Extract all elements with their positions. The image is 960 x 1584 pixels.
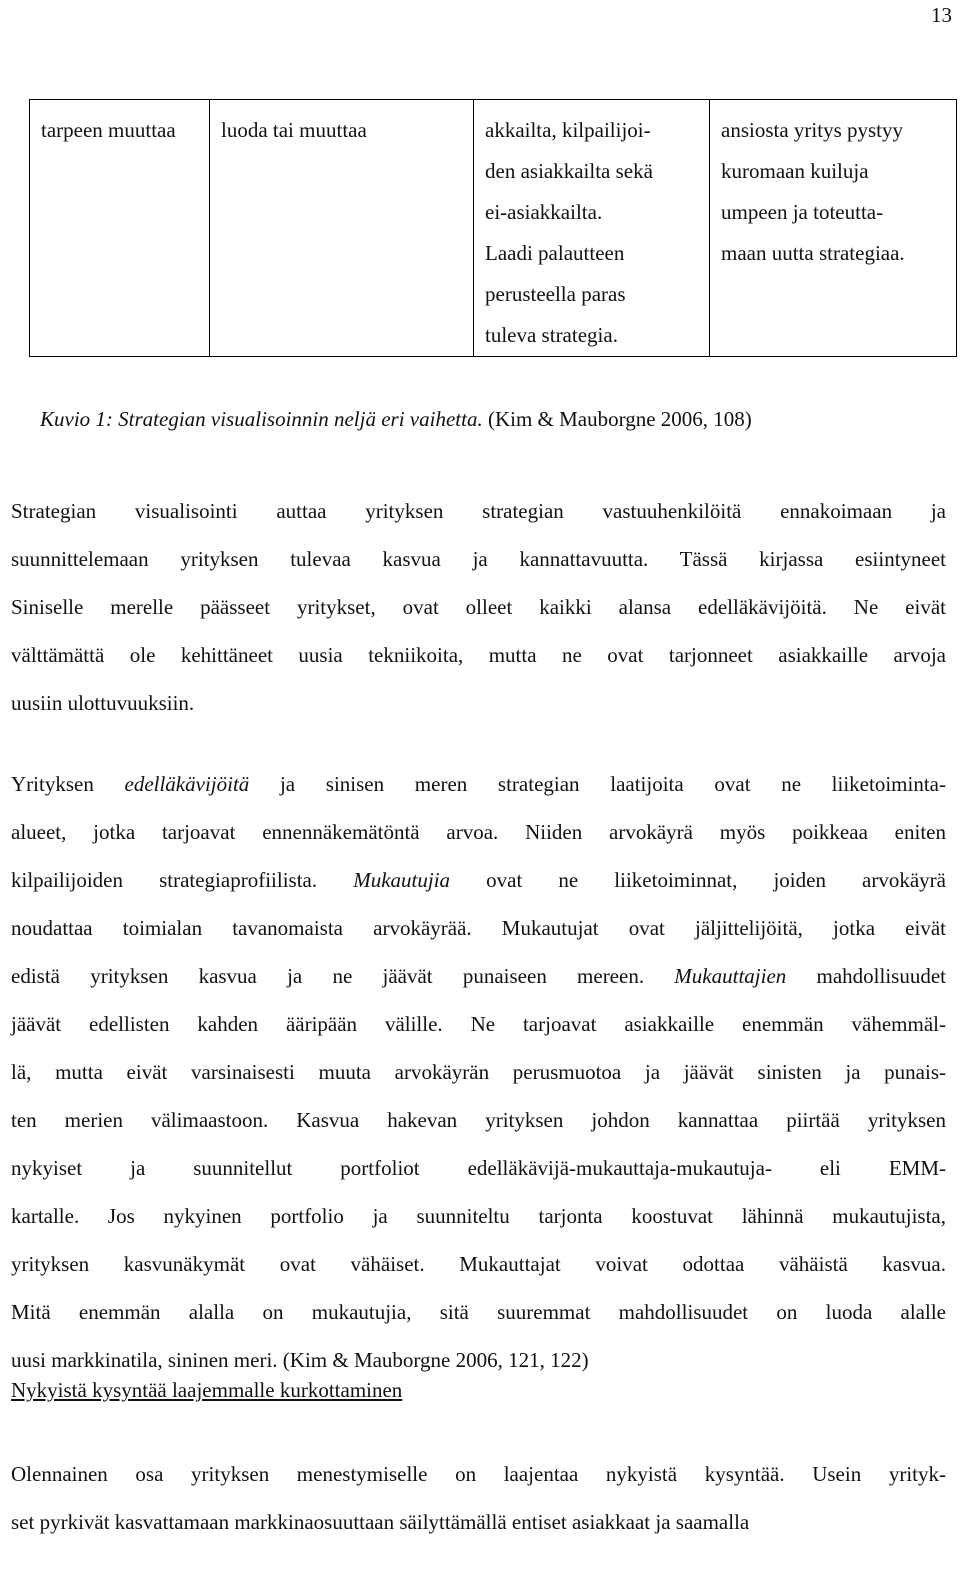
figure-caption bbox=[40, 397, 752, 441]
text-line bbox=[11, 1240, 946, 1288]
text-run: nykyiset ja suunnitellut portfoliot edelläkävijä-mukauttaja-mukautuja- eli EMM- bbox=[11, 1156, 946, 1180]
table-cell bbox=[210, 100, 474, 357]
text-run: yrityksen kasvunäkymät ovat vähäiset. Mukauttajat voivat odottaa vähäistä kasvua. bbox=[11, 1252, 946, 1276]
text-line bbox=[11, 1144, 946, 1192]
table-cell bbox=[710, 100, 957, 357]
text-line bbox=[11, 1096, 946, 1144]
text-run: Strategian visualisointi auttaa yrityksen strategian vastuuhenkilöitä ennakoimaan ja bbox=[11, 499, 946, 523]
text-line bbox=[11, 1450, 946, 1498]
table-cell bbox=[30, 100, 210, 357]
cell-line: ansiosta yritys pystyy bbox=[721, 118, 903, 142]
table-cell bbox=[474, 100, 710, 357]
cell-line: den asiakkailta sekä bbox=[485, 159, 653, 183]
caption-citation: (Kim & Mauborgne 2006, 108) bbox=[482, 407, 752, 431]
text-run: noudattaa toimialan tavanomaista arvokäyrää. Mukautujat ovat jäljittelijöitä, jotka eivät bbox=[11, 916, 946, 940]
text-run: uusi markkinatila, sininen meri. (Kim & Mauborgne 2006, 121, 122) bbox=[11, 1348, 589, 1372]
section-heading: Nykyistä kysyntää laajemmalle kurkottaminen bbox=[11, 1378, 403, 1402]
text-run: Mitä enemmän alalla on mukautujia, sitä suuremmat mahdollisuudet on luoda alalle bbox=[11, 1300, 946, 1324]
text-run: Olennainen osa yrityksen menestymiselle on laajentaa nykyistä kysyntää. Usein yrityk- bbox=[11, 1462, 946, 1486]
text-line bbox=[11, 487, 946, 535]
table-row bbox=[30, 100, 957, 357]
text-line bbox=[11, 1000, 946, 1048]
text-run: ja sinisen meren strategian laatijoita ovat ne liiketoiminta- bbox=[249, 772, 946, 796]
cell-line: tuleva strategia. bbox=[485, 323, 618, 347]
emphasised-term: Mukautujia bbox=[353, 868, 451, 892]
text-run: uusiin ulottuvuuksiin. bbox=[11, 691, 195, 715]
text-run: kilpailijoiden strategiaprofiilista. bbox=[11, 868, 354, 892]
cell-line: ei-asiakkailta. bbox=[485, 200, 603, 224]
text-run: Siniselle merelle päässeet yritykset, ovat olleet kaikki alansa edelläkävijöitä. Ne eivät bbox=[11, 595, 946, 619]
continued-strategy-table bbox=[29, 99, 957, 357]
cell-line: kuromaan kuiluja bbox=[721, 159, 869, 183]
text-run: edistä yrityksen kasvua ja ne jäävät punaiseen mereen. bbox=[11, 964, 675, 988]
text-run: ten merien välimaastoon. Kasvua hakevan yrityksen johdon kannattaa piirtää yrityksen bbox=[11, 1108, 946, 1132]
emphasised-term: Mukauttajien bbox=[674, 964, 787, 988]
cell-line: maan uutta strategiaa. bbox=[721, 241, 905, 265]
text-run: välttämättä ole kehittäneet uusia tekniikoita, mutta ne ovat tarjonneet asiakkaille arvoja bbox=[11, 643, 946, 667]
text-run: mahdollisuudet bbox=[786, 964, 946, 988]
paragraph-pioneers-settlers bbox=[11, 760, 946, 1384]
cell-line: akkailta, kilpailijoi- bbox=[485, 118, 651, 142]
emphasised-term: edelläkävijöitä bbox=[124, 772, 250, 796]
text-line bbox=[11, 1288, 946, 1336]
text-line bbox=[11, 1498, 946, 1546]
cell-line: umpeen ja toteutta- bbox=[721, 200, 884, 224]
text-line bbox=[11, 535, 946, 583]
text-run: jäävät edellisten kahden ääripään välille. Ne tarjoavat asiakkaille enemmän vähemmäl- bbox=[11, 1012, 946, 1036]
text-run: suunnittelemaan yrityksen tulevaa kasvua ja kannattavuutta. Tässä kirjassa esiintyneet bbox=[11, 547, 946, 571]
text-line bbox=[11, 583, 946, 631]
paragraph-strategy-visualisation bbox=[11, 487, 946, 727]
text-run: kartalle. Jos nykyinen portfolio ja suunniteltu tarjonta koostuvat lähinnä mukautujista, bbox=[11, 1204, 946, 1228]
paragraph-expanding-demand bbox=[11, 1450, 946, 1546]
cell-line: tarpeen muuttaa bbox=[41, 118, 176, 142]
text-line bbox=[11, 856, 946, 904]
caption-title: Kuvio 1: Strategian visualisoinnin neljä eri vaihetta. bbox=[40, 407, 483, 431]
text-line bbox=[11, 952, 946, 1000]
text-run: set pyrkivät kasvattamaan markkinaosuuttaan säilyttämällä entiset asiakkaat ja saamalla bbox=[11, 1510, 750, 1534]
page-number: 13 bbox=[931, 3, 952, 27]
text-run: ovat ne liiketoiminnat, joiden arvokäyrä bbox=[450, 868, 946, 892]
cell-line: Laadi palautteen bbox=[485, 241, 625, 265]
text-line bbox=[11, 760, 946, 808]
cell-line: luoda tai muuttaa bbox=[221, 118, 367, 142]
text-line bbox=[11, 904, 946, 952]
text-run: Yrityksen bbox=[11, 772, 125, 796]
text-line bbox=[11, 1048, 946, 1096]
text-run: alueet, jotka tarjoavat ennennäkemätöntä arvoa. Niiden arvokäyrä myös poikkeaa eniten bbox=[11, 820, 946, 844]
text-line bbox=[11, 808, 946, 856]
text-run: lä, mutta eivät varsinaisesti muuta arvokäyrän perusmuotoa ja jäävät sinisten ja punais- bbox=[11, 1060, 946, 1084]
cell-line: perusteella paras bbox=[485, 282, 626, 306]
text-line bbox=[11, 679, 946, 727]
text-line bbox=[11, 631, 946, 679]
text-line bbox=[11, 1192, 946, 1240]
